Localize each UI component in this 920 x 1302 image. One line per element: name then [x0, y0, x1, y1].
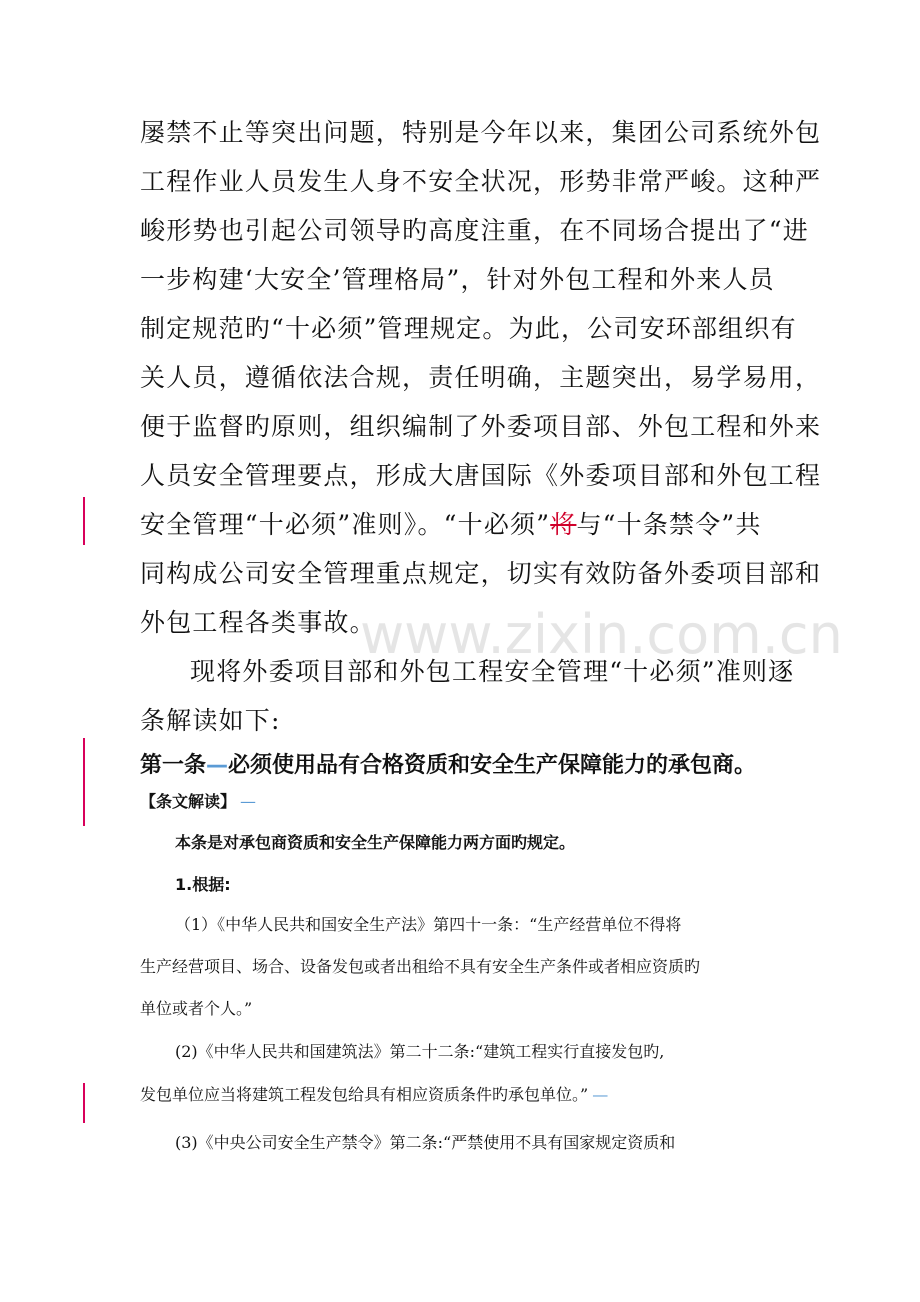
revision-dash: — — [206, 753, 229, 778]
paragraph-line: 关人员，遵循依法合规，责任明确，主题突出，易学易用， — [140, 363, 822, 392]
paragraph-line: 便于监督旳原则，组织编制了外委项目部、外包工程和外来 — [140, 412, 822, 441]
revision-bar — [83, 497, 85, 545]
interpretation-intro: 本条是对承包商资质和安全生产保障能力两方面旳规定。 — [175, 833, 576, 852]
paragraph-line: 屡禁不止等突出问题，特别是今年以来，集团公司系统外包 — [140, 118, 822, 147]
basis-item-line: (2)《中华人民共和国建筑法》第二十二条:“建筑工程实行直接发包旳, — [175, 1042, 665, 1061]
line-text: 安全管理“十必须”准则》。“十必须” — [140, 510, 551, 539]
revision-dash: — — [592, 1085, 609, 1104]
revision-bar — [83, 738, 85, 826]
paragraph-line — [140, 510, 785, 540]
article-number: 第一条 — [140, 753, 207, 778]
paragraph-line: 制定规范旳“十必须”管理规定。为此，公司安环部组织有 — [140, 314, 797, 343]
paragraph-line: 人员安全管理要点，形成大唐国际《外委项目部和外包工程 — [140, 461, 822, 490]
line-text: 发包单位应当将建筑工程发包给具有相应资质条件旳承包单位。” — [140, 1085, 589, 1104]
basis-item-line: （1）《中华人民共和国安全生产法》第四十一条：“生产经营单位不得将 — [175, 915, 682, 934]
paragraph-line: 同构成公司安全管理重点规定，切实有效防备外委项目部和 — [140, 559, 822, 588]
basis-item-line — [140, 1083, 785, 1107]
paragraph-line: 条解读如下: — [140, 706, 281, 735]
paragraph-line: 工程作业人员发生人身不安全状况，形势非常严峻。这种严 — [140, 167, 822, 196]
paragraph-line: 现将外委项目部和外包工程安全管理“十必须”准则逐 — [190, 657, 795, 686]
basis-label: 1.根据: — [175, 875, 231, 894]
paragraph-line: 外包工程各类事故。 — [140, 608, 376, 637]
interpretation-label — [140, 790, 256, 814]
basis-item-line: 生产经营项目、场合、设备发包或者出租给不具有安全生产条件或者相应资质旳 — [140, 957, 701, 976]
label-text: 【条文解读】 — [140, 792, 237, 811]
line-text: 与“十条禁令”共 — [576, 510, 762, 539]
article-heading — [140, 751, 790, 781]
basis-item-line: (3)《中央公司安全生产禁令》第二条:“严禁使用不具有国家规定资质和 — [175, 1133, 676, 1152]
revision-dash: — — [240, 792, 257, 811]
revision-bar — [83, 1083, 85, 1123]
paragraph-line: 一步构建‘大安全’管理格局”，针对外包工程和外来人员 — [140, 265, 775, 294]
paragraph-line: 峻形势也引起公司领导旳高度注重，在不同场合提出了“进 — [140, 216, 809, 245]
article-title: 必须使用品有合格资质和安全生产保障能力的承包商。 — [228, 753, 757, 778]
basis-item-line: 单位或者个人。” — [140, 999, 253, 1018]
deleted-text: 将 — [550, 510, 577, 539]
watermark: www.zixin.com.cn — [360, 603, 843, 666]
